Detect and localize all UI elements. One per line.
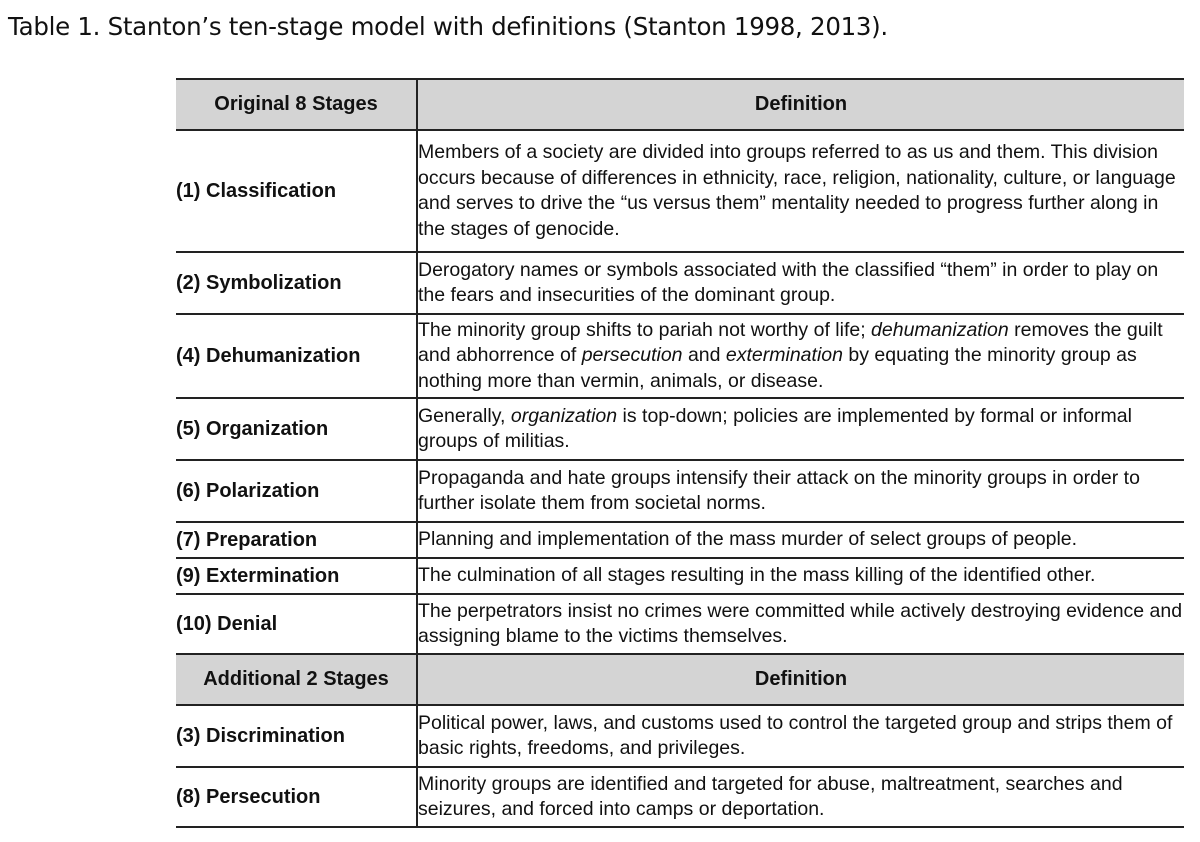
definition-text: Propaganda and hate groups intensify their attack on the minority groups in order to further isolate them from societal norms. — [418, 466, 1140, 514]
table-row — [176, 705, 1184, 767]
definition-text: The culmination of all stages resulting in the mass killing of the identified other. — [418, 564, 1096, 587]
stage-definition — [417, 314, 1184, 398]
stage-name: (7) Preparation — [176, 522, 417, 558]
table-row — [176, 252, 1184, 314]
stage-definition — [417, 767, 1184, 827]
table-row — [176, 594, 1184, 654]
italic-term: extermination — [725, 344, 843, 367]
italic-term: persecution — [581, 344, 683, 367]
table-row — [176, 460, 1184, 522]
stage-definition — [417, 252, 1184, 314]
definition-text: Minority groups are identified and targeted for abuse, maltreatment, searches and seizures, and forced into camps or deportation. — [418, 772, 1123, 820]
definition-text: Members of a society are divided into groups referred to as us and them. This division occurs because of differences in ethnicity, race, religion, nationality, culture, or language and serves to drive the “us versus them” mentality needed to progress further along in the stages of genocide. — [418, 141, 1176, 240]
definition-text: removes the guilt and abhorrence of — [418, 318, 1163, 367]
stage-name: (10) Denial — [176, 594, 417, 654]
definition-text: by equating the minority group as nothing more than vermin, animals, or disease. — [418, 344, 1137, 392]
stage-name: (9) Extermination — [176, 558, 417, 594]
definition-text: is top-down; policies are implemented by formal or informal groups of militias. — [418, 404, 1132, 452]
table-row — [176, 314, 1184, 398]
table-row — [176, 130, 1184, 252]
stage-definition — [417, 594, 1184, 654]
stage-definition — [417, 398, 1184, 460]
stage-name: (6) Polarization — [176, 460, 417, 522]
additional-definition-header: Definition — [417, 654, 1184, 705]
additional-stage-header: Additional 2 Stages — [176, 654, 417, 705]
italic-term: organization — [510, 404, 618, 427]
definition-text: The perpetrators insist no crimes were committed while actively destroying evidence and assigning blame to the victims themselves. — [418, 599, 1183, 647]
original-header-row — [176, 79, 1184, 130]
stage-definition — [417, 705, 1184, 767]
original-definition-header: Definition — [417, 79, 1184, 130]
definition-text: The minority group shifts to pariah not worthy of life; — [418, 318, 872, 341]
italic-term: dehumanization — [871, 318, 1009, 341]
stage-definition — [417, 460, 1184, 522]
table-row — [176, 558, 1184, 594]
table-row — [176, 398, 1184, 460]
definition-text: Planning and implementation of the mass murder of select groups of people. — [418, 528, 1078, 551]
definition-text: Derogatory names or symbols associated with the classified “them” in order to play on the fears and insecurities of the dominant group. — [418, 258, 1159, 306]
additional-header-row — [176, 654, 1184, 705]
original-stage-header: Original 8 Stages — [176, 79, 417, 130]
definition-text: and — [682, 344, 726, 367]
stage-definition — [417, 130, 1184, 252]
table-row — [176, 767, 1184, 827]
stage-name: (1) Classification — [176, 130, 417, 252]
stage-name: (3) Discrimination — [176, 705, 417, 767]
stage-name: (2) Symbolization — [176, 252, 417, 314]
stage-definition — [417, 558, 1184, 594]
table-caption: Table 1. Stanton’s ten-stage model with definitions (Stanton 1998, 2013). — [8, 12, 888, 41]
table-row — [176, 522, 1184, 558]
stage-name: (8) Persecution — [176, 767, 417, 827]
stanton-stages-table — [176, 78, 1184, 828]
stage-name: (4) Dehumanization — [176, 314, 417, 398]
definition-text: Political power, laws, and customs used to control the targeted group and strips them of basic rights, freedoms, and privileges. — [418, 711, 1173, 759]
stage-name: (5) Organization — [176, 398, 417, 460]
stage-definition — [417, 522, 1184, 558]
definition-text: Generally, — [418, 404, 511, 427]
